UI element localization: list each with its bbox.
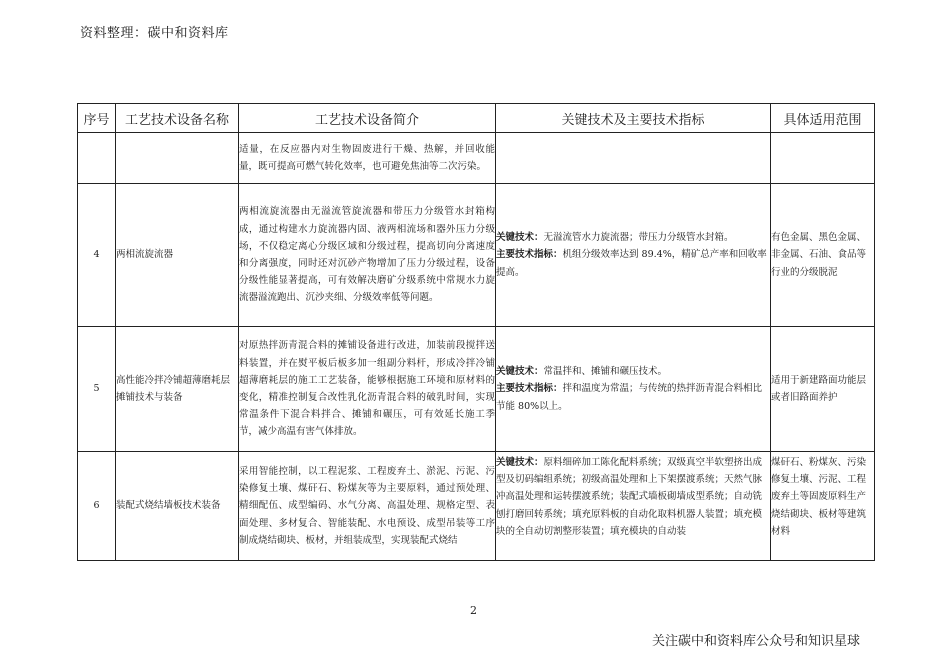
row-key-technology — [496, 327, 771, 452]
row-number — [78, 133, 116, 184]
key-tech-text: 原料细碎加工陈化配料系统；双级真空半软塑挤出成型及切码编组系统；初级高温处理和上下架摆渡系统；天然气脉冲高温处理和运转摆渡系统；装配式墙板砌墙成型系统；自动铣刨打磨回转系统；填充原料板的自动化取料机器人装置；填充模块的全自动切割整形装置；填充模块的自动装 — [496, 457, 763, 537]
row-equipment-name — [116, 133, 239, 184]
row-scope: 煤矸石、粉煤灰、污染修复土壤、污泥、工程废弃土等固废原料生产烧结砌块、板材等建筑材料 — [771, 452, 875, 561]
row-key-technology — [496, 184, 771, 327]
metric-text: 机组分级效率达到 89.4%，精矿总产率和回收率提高。 — [496, 249, 767, 278]
row-introduction — [239, 452, 496, 561]
row-scope — [771, 133, 875, 184]
col-header-scope: 具体适用范围 — [771, 104, 875, 133]
key-tech-label: 关键技术： — [496, 457, 544, 468]
col-header-key-technology: 关键技术及主要技术指标 — [496, 104, 771, 133]
page-number: 2 — [470, 604, 477, 617]
row-equipment-name: 两相流旋流器 — [116, 184, 239, 327]
row-introduction — [239, 133, 496, 184]
header-note: 资料整理：碳中和资料库 — [80, 26, 229, 41]
table-row — [78, 327, 875, 452]
table-row — [78, 133, 875, 184]
row-introduction-text: 适量，在反应器内对生物固废进行干燥、热解，并回收能量，既可提高可燃气转化效率，也可避免焦油等二次污染。 — [239, 143, 495, 172]
row-introduction-text: 两相流旋流器由无溢流管旋流器和带压力分级管水封箱构成，通过构建水力旋流器内固、液两相流场和器外压力分级场，不仅稳定离心分级区域和分级过程，提高切向分离速度和分离强度，同时还对沉砂产物增加了压力分级过程，设备分级性能显著提高，可有效解决磨矿分级系统中常规水力旋流器溢流跑出、沉沙夹细、分级效率低等问题。 — [239, 206, 495, 304]
footer-note: 关注碳中和资料库公众号和知识星球 — [652, 634, 861, 649]
row-number: 5 — [78, 327, 116, 452]
col-header-number: 序号 — [78, 104, 116, 133]
row-introduction — [239, 327, 496, 452]
key-tech-text: 常温拌和、摊铺和碾压技术。 — [543, 366, 668, 378]
table-row — [78, 184, 875, 327]
process-equipment-table — [77, 103, 875, 561]
col-header-introduction: 工艺技术设备简介 — [239, 104, 496, 133]
row-equipment-name: 高性能冷拌冷铺超薄磨耗层摊铺技术与装备 — [116, 327, 239, 452]
row-key-technology — [496, 452, 771, 561]
metric-text: 拌和温度为常温；与传统的热拌沥青混合料相比节能 80%以上。 — [496, 383, 763, 412]
row-introduction-text: 采用智能控制，以工程泥浆、工程废弃土、淤泥、污泥、污染修复土壤、煤矸石、粉煤灰等为主要原料，通过预处理、精细配伍、成型编码、水气分离、高温处理、规格定型、表面处理、多材复合、智能装配、水电预设、成型吊装等工序制成烧结砌块、板材，并组装成型，实现装配式烧结 — [239, 465, 495, 546]
key-tech-text: 无溢流管水力旋流器；带压力分级管水封箱。 — [543, 232, 734, 244]
row-key-technology — [496, 133, 771, 184]
row-introduction-text: 对原热拌沥青混合料的摊铺设备进行改进，加装前段搅拌送料装置，并在熨平板后板多加一组副分料杆，形成冷拌冷铺超薄磨耗层的施工工艺装备，能够根据施工环境和原材料的变化，精准控制复合改性乳化沥青混合料的破乳时间，实现常温条件下混合料拌合、摊铺和碾压，可有效延长施工季节，减少高温有害气体排放。 — [239, 340, 495, 438]
row-introduction — [239, 184, 496, 327]
metric-label: 主要技术指标： — [496, 383, 563, 395]
table-header-row — [78, 104, 875, 133]
key-tech-label: 关键技术： — [496, 366, 544, 378]
row-equipment-name: 装配式烧结墙板技术装备 — [116, 452, 239, 561]
row-scope: 有色金属、黑色金属、非金属、石油、食品等行业的分级脱泥 — [771, 184, 875, 327]
key-tech-label: 关键技术： — [496, 232, 544, 244]
table-row — [78, 452, 875, 561]
row-number: 6 — [78, 452, 116, 561]
metric-label: 主要技术指标： — [496, 249, 563, 261]
col-header-equipment-name: 工艺技术设备名称 — [116, 104, 239, 133]
row-scope: 适用于新建路面功能层或者旧路面养护 — [771, 327, 875, 452]
row-number: 4 — [78, 184, 116, 327]
